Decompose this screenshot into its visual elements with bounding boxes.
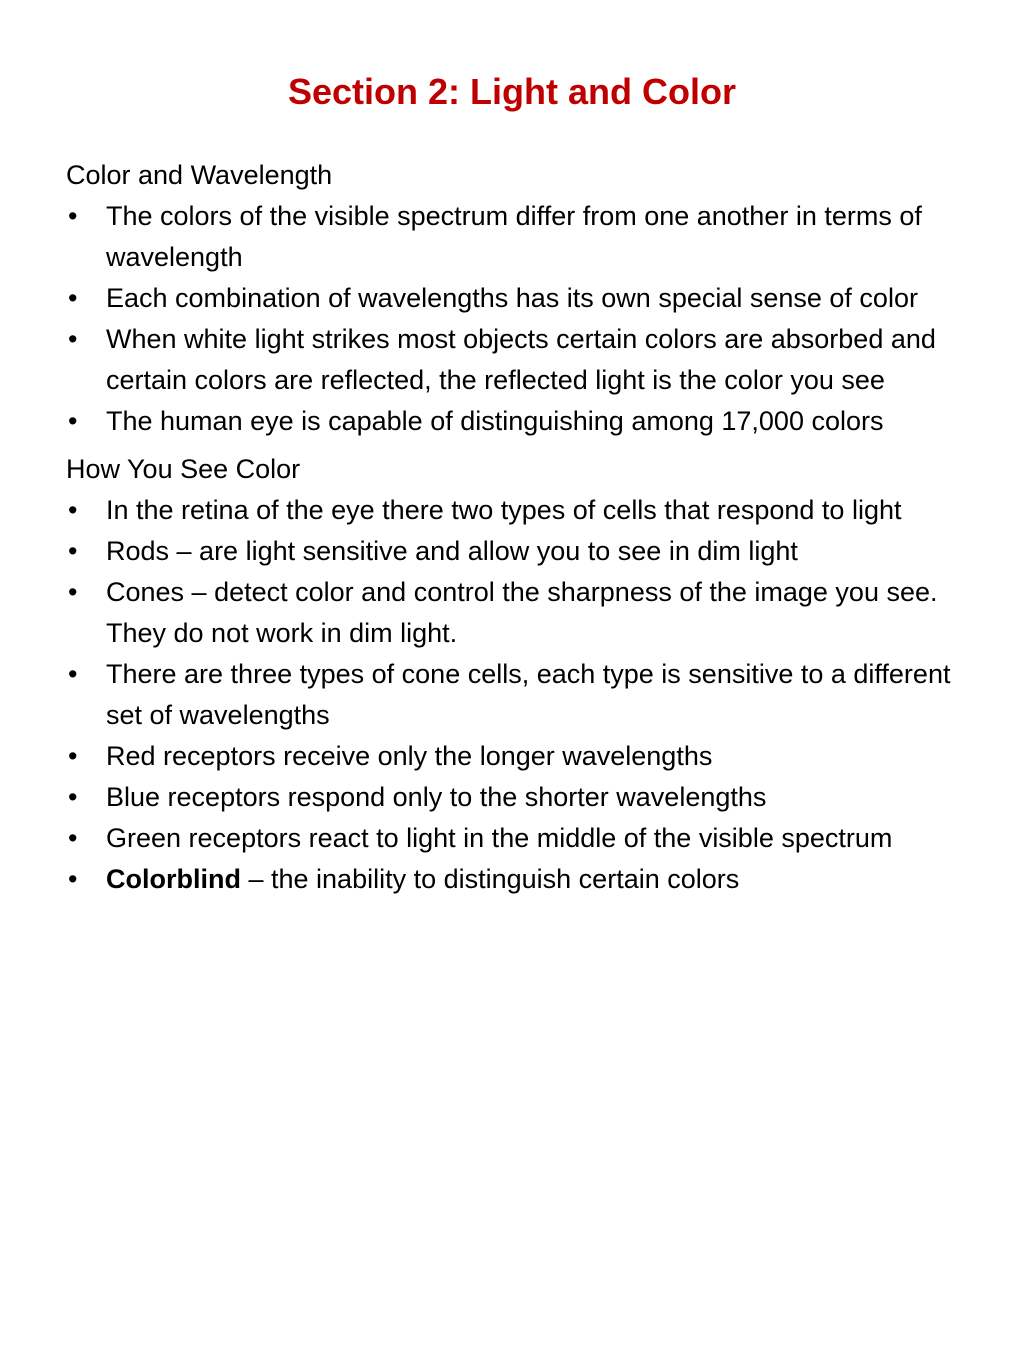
list-item [66, 654, 966, 736]
bullet-icon: • [68, 577, 78, 607]
bullet-icon: • [68, 324, 78, 354]
bullet-icon: • [68, 782, 78, 812]
list-item-definition [66, 859, 966, 900]
bullet-text: Green receptors react to light in the middle of the visible spectrum [106, 823, 893, 853]
bullet-list-color-and-wavelength [66, 196, 966, 442]
list-item [66, 196, 966, 278]
list-item [66, 572, 966, 654]
definition-term: Colorblind [106, 864, 241, 894]
list-item [66, 531, 966, 572]
bullet-icon: • [68, 283, 78, 313]
definition-text: – the inability to distinguish certain colors [240, 864, 740, 894]
bullet-icon: • [68, 741, 78, 771]
bullet-icon: • [68, 864, 78, 894]
section-heading-how-you-see-color: How You See Color [66, 454, 301, 484]
bullet-text: In the retina of the eye there two types of cells that respond to light [106, 495, 902, 525]
list-item [66, 736, 966, 777]
bullet-icon: • [68, 659, 78, 689]
section-heading-color-and-wavelength: Color and Wavelength [66, 160, 333, 190]
bullet-text: There are three types of cone cells, each type is sensitive to a different set of wavelengths [106, 659, 951, 730]
list-item [66, 319, 966, 401]
bullet-icon: • [68, 823, 78, 853]
bullet-icon: • [68, 495, 78, 525]
slide-title: Section 2: Light and Color [288, 71, 736, 112]
bullet-text: When white light strikes most objects certain colors are absorbed and certain colors are reflected, the reflected light is the color you see [106, 324, 936, 395]
bullet-icon: • [68, 201, 78, 231]
bullet-text: Cones – detect color and control the sharpness of the image you see. They do not work in dim light. [106, 577, 938, 648]
slide-body [66, 155, 966, 900]
list-item [66, 490, 966, 531]
bullet-list-how-you-see-color [66, 490, 966, 900]
bullet-text: Each combination of wavelengths has its own special sense of color [106, 283, 918, 313]
bullet-text: Blue receptors respond only to the shorter wavelengths [106, 782, 767, 812]
bullet-text: The human eye is capable of distinguishing among 17,000 colors [106, 406, 884, 436]
bullet-text: Red receptors receive only the longer wavelengths [106, 741, 713, 771]
bullet-icon: • [68, 536, 78, 566]
list-item [66, 401, 966, 442]
list-item [66, 818, 966, 859]
list-item [66, 777, 966, 818]
bullet-text: The colors of the visible spectrum differ from one another in terms of wavelength [106, 201, 922, 272]
bullet-text: Rods – are light sensitive and allow you to see in dim light [106, 536, 798, 566]
list-item [66, 278, 966, 319]
bullet-icon: • [68, 406, 78, 436]
